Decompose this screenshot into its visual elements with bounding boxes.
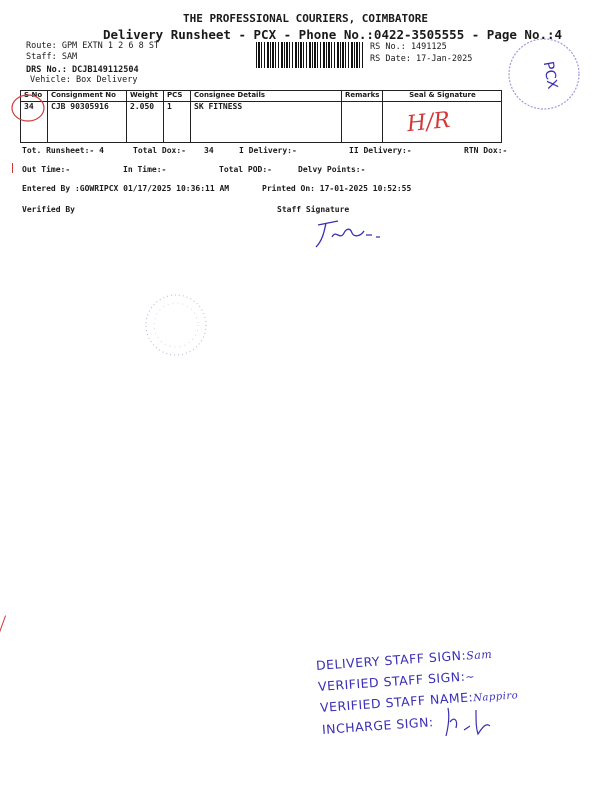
cell-consignee: SK FITNESS <box>191 102 342 143</box>
red-margin-tick <box>0 615 6 632</box>
ii-delivery: II Delivery:- <box>349 146 412 155</box>
total-pod: Total POD:- <box>219 165 272 174</box>
tot-runsheet: Tot. Runsheet:- 4 <box>22 146 104 155</box>
verified-by: Verified By <box>22 205 75 214</box>
company-title: THE PROFESSIONAL COURIERS, COIMBATORE <box>183 12 429 25</box>
col-header-sno: S No <box>21 91 48 102</box>
col-header-consignment: Consignment No <box>48 91 127 102</box>
stamp-line4-label: INCHARGE SIGN: <box>321 714 435 737</box>
stamp-line2-scribble: ~ <box>464 670 476 684</box>
rtn-dox: RTN Dox:- <box>464 146 508 155</box>
cell-consignment: CJB 90305916 <box>48 102 127 143</box>
red-circle-mark <box>8 90 48 126</box>
cell-weight: 2.050 <box>127 102 164 143</box>
stamp-line1-hand: Sam <box>465 647 493 663</box>
cell-pcs: 1 <box>164 102 191 143</box>
runsheet-subtitle: Delivery Runsheet - PCX - Phone No.:0422-3505555 - Page No.:4 <box>103 27 563 42</box>
incharge-signature-scribble <box>442 702 502 742</box>
delvy-points: Delvy Points:- <box>298 165 366 174</box>
barcode-image <box>256 42 364 68</box>
staff-signature-label: Staff Signature <box>277 205 350 214</box>
staff-label: Staff: SAM <box>26 52 78 62</box>
in-time: In Time:- <box>123 165 167 174</box>
total-dox-label: Total Dox:- <box>133 146 186 155</box>
table-header-row <box>21 91 502 102</box>
vehicle-label: Vehicle: Box Delivery <box>30 75 138 85</box>
i-delivery: I Delivery:- <box>239 146 297 155</box>
stamp-line3-label: VERIFIED STAFF NAME: <box>319 689 474 715</box>
route-label: Route: GPM EXTN 1 2 6 8 ST <box>26 41 160 51</box>
rs-date: RS Date: 17-Jan-2025 <box>370 54 473 64</box>
cell-seal <box>383 102 502 143</box>
printed-on: Printed On: 17-01-2025 10:52:55 <box>262 184 412 193</box>
staff-signature-scribble <box>310 215 390 255</box>
total-dox-value: 34 <box>204 146 214 155</box>
out-time: Out Time:- <box>22 165 71 174</box>
cell-remarks <box>342 102 383 143</box>
pcx-corner-stamp <box>504 34 584 114</box>
stamp-line3-hand: Nappiro <box>472 690 519 705</box>
col-header-pcs: PCS <box>164 91 191 102</box>
cell-sno: 34 <box>21 102 48 143</box>
pcx-stamp-text: PCX <box>539 60 561 91</box>
seal-handwriting: H/R <box>406 107 452 138</box>
col-header-seal: Seal & Signature <box>383 91 502 102</box>
col-header-weight: Weight <box>127 91 164 102</box>
stamp-line1-label: DELIVERY STAFF SIGN: <box>315 647 467 673</box>
drs-number: DRS No.: DCJB149112504 <box>26 65 139 75</box>
faded-round-seal <box>136 285 216 365</box>
stamp-line2-label: VERIFIED STAFF SIGN: <box>317 668 466 694</box>
red-tick-mark <box>12 163 13 173</box>
table-row <box>21 102 502 143</box>
entered-by: Entered By :GOWRIPCX 01/17/2025 10:36:11 AM <box>22 184 230 193</box>
stamp-incharge-sign <box>321 714 434 737</box>
col-header-remarks: Remarks <box>342 91 383 102</box>
runsheet-table <box>20 90 502 143</box>
rs-number: RS No.: 1491125 <box>370 42 447 52</box>
col-header-consignee: Consignee Details <box>191 91 342 102</box>
